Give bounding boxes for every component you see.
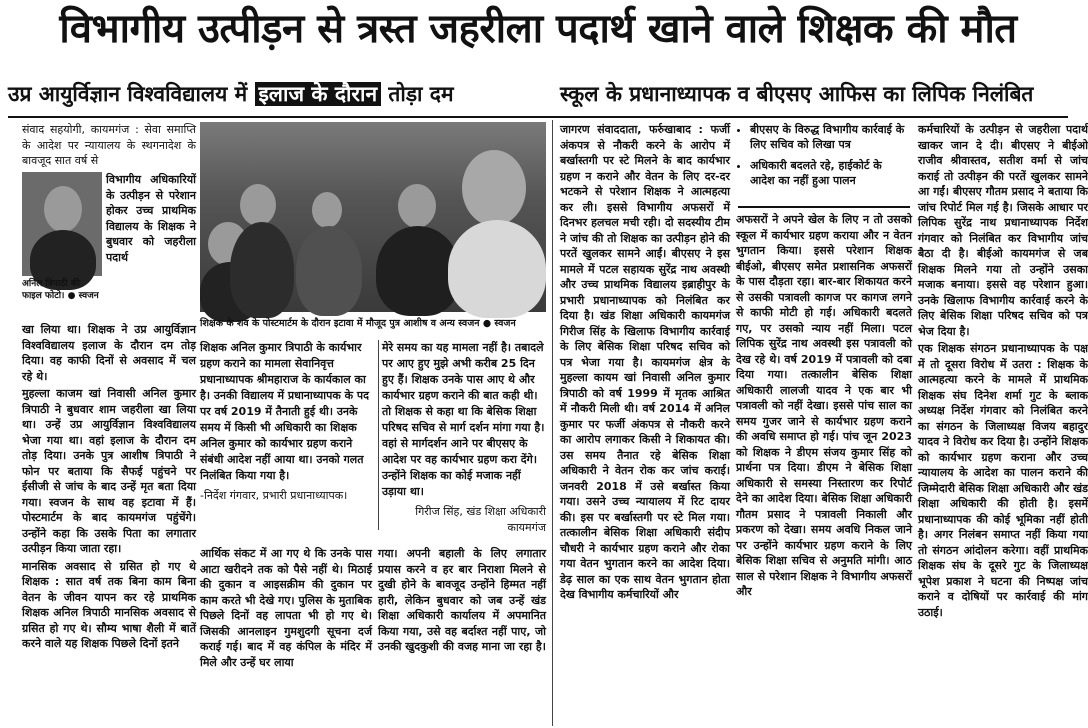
col2b <box>378 546 546 726</box>
col2b-text: गया। अपनी बहाली के लिए लगातार प्रयास करने व हर बार निराशा मिलने से दुखी होने के बावजूद उन्होंने हिम्मत नहीं हारी, लेकिन बुधवार को जब उन्हें खंड शिक्षा अधिकारी कार्यालय में अपमानित किया गया, उसे वह बर्दाश्त नहीं पाए, जो उनकी खुदकुशी की वजह माना जा रहा है। <box>378 547 546 653</box>
quote-right-text: मेरे समय का यह मामला नहीं है। तबादले पर आए हुए मुझे अभी करीब 25 दिन हुए हैं। शिक्षक उनके पास आए थे और कार्यभार ग्रहण कराने की बात कही थी। तो शिक्षक से कहा था कि बेसिक शिक्षा परिषद सचिव से मार्ग दर्शन मांगा गया है। वहां से मार्गदर्शन आने पर बीएसए के आदेश पर वह कार्यभार ग्रहण करा देंगे। उन्होंने शिक्षक का कोई मजाक नहीं उड़ाया था। <box>382 341 545 498</box>
col5 <box>918 122 1088 726</box>
col1-top <box>22 122 196 172</box>
box-rule <box>738 206 910 208</box>
quote-left-sign: -निर्देश गंगवार, प्रभारी प्रधानाध्यापक। <box>200 489 348 502</box>
col3 <box>560 122 730 726</box>
col5b-text: : शिक्षक के आत्महत्या करने के मामले में प्राथमिक शिक्षक संघ दिनेश शर्मा गुट के ब्लाक अध्यक्ष निर्देश गंगवार को निलंबित करने का संगठन के जिलाध्यक्ष विजय बहादुर यादव ने विरोध कर दिया है। उन्होंने शिक्षक को कार्यभार ग्रहण कराना और उच्च न्यायालय के आदेश का पालन कराने की जिम्मेदारी बेसिक शिक्षा अधिकारी और खंड शिक्षा अधिकारी की होती है। इसमें प्रधानाध्यापक की कोई भूमिका नहीं होती है। अगर निलंबन समाप्त नहीं किया गया तो संगठन आंदोलन करेगा। वहीं प्राथमिक शिक्षक संघ के दूसरे गुट के जिलाध्यक्ष भूपेश प्रकाश ने घटना की निष्पक्ष जांच कराने व दोषियों पर कार्रवाई की मांग उठाई। <box>918 357 1088 619</box>
col2a <box>200 546 372 726</box>
main-photo <box>200 122 546 312</box>
subheadline-left-pre: उप्र आयुर्विज्ञान विश्वविद्यालय में <box>8 82 248 106</box>
box-item-2: • अधिकारी बदलते रहे, हाईकोर्ट के आदेश का नहीं हुआ पालन <box>750 158 910 188</box>
col1-body1: खा लिया था। शिक्षक ने उप्र आयुर्विज्ञान विश्वविद्यालय इलाज के दौरान दम तोड़ दिया। वह काफी दिनों से अवसाद में चल रहे थे। <box>22 323 196 383</box>
col5-subhead: एक शिक्षक संगठन प्रधानाध्यापक के पक्ष में तो दूसरा विरोध में उतरा <box>918 342 1088 371</box>
portrait-caption: अनिल त्रिपाठी की फाइल फोटो। ● स्वजन <box>22 279 99 301</box>
subheadline-left-post: तोड़ा दम <box>388 82 454 106</box>
photo-woman1-body <box>230 222 294 318</box>
col3-text: जागरण संवाददाता, फर्रुखाबाद : फर्जी अंकपत्र से नौकरी करने के आरोप में बर्खास्तगी पर स्टे मिलने के बाद कार्यभार ग्रहण न कराने और वेतन के लिए दर-दर भटकने से परेशान शिक्षक ने आत्महत्या कर ली। इससे विभागीय अफसरों में दिनभर हलचल मची रही। दो सदस्यीय टीम ने जांच की तो शिक्षक का उत्पीड़न होने की परतें खुलकर सामने आईं। बीएसए ने इस मामले में पटल सहायक सुरेंद्र नाथ अवस्थी और उच्च प्राथमिक विद्यालय इब्राहीपुर के प्रभारी प्रधानाध्यापक को निलंबित कर दिया है। खंड शिक्षा अधिकारी कायमगंज गिरीज सिंह के खिलाफ विभागीय कार्रवाई के लिए बेसिक शिक्षा परिषद सचिव को पत्र भेजा गया है। कायमगंज क्षेत्र के मुहल्ला कायम खां निवासी अनिल कुमार त्रिपाठी को वर्ष 1999 में मृतक आश्रित में नौकरी मिली थी। वर्ष 2014 में अनिल कुमार पर फर्जी अंकपत्र से नौकरी करने का आरोप लगाकर किसी ने शिकायत की। उस समय तैनात रहे बेसिक शिक्षा अधिकारी ने वेतन रोक कर जांच कराई। जनवरी 2018 में उसे बर्खास्त किया गया। उसने उच्च न्यायालय में रिट दायर की। इस पर बर्खास्तगी पर स्टे मिल गया। तत्कालीन बेसिक शिक्षा अधिकारी संदीप चौधरी ने कार्यभार ग्रहण कराने और रोका गया वेतन भुगतान करने का आदेश दिया। डेढ़ साल का एक साथ वेतन भुगतान होता देख विभागीय कर्मचारियों और <box>560 123 730 601</box>
photo-man2-body <box>448 220 546 318</box>
col1-body <box>22 322 196 726</box>
quote-right-sign: गिरीज सिंह, खंड शिक्षा अधिकारी कायमगंज <box>415 505 546 534</box>
col1-body3: : सात वर्ष तक बिना काम बिना वेतन के जीवन यापन कर रहे प्राथमिक शिक्षक अनिल त्रिपाठी मानसिक अवसाद से ग्रसित हो गए थे। सौम्य भाषा शैली में बातें करने वाले यह शिक्षक पिछले दिनों इतने <box>22 575 197 650</box>
quote-left-text: शिक्षक अनिल कुमार त्रिपाठी के कार्यभार ग्रहण कराने का मामला सेवानिवृत्त प्रधानाध्यापक श्रीमहाराज के कार्यकाल का है। उनकी विद्यालय में प्रधानाध्यापक के पद पर वर्ष 2019 में तैनाती हुई थी। उनके समय में किसी भी अधिकारी का शिक्षक अनिल कुमार को कार्यभार ग्रहण कराने संबंधी आदेश नहीं आया था। उनको गलत निलंबित किया गया है। <box>200 341 370 482</box>
col1-beside <box>106 172 196 322</box>
divider <box>8 116 1068 118</box>
col1-beside-text: विभागीय अधिकारियों के उत्पीड़न से परेशान होकर उच्च प्राथमिक विद्यालय के शिक्षक ने बुधवार को जहरीला पदार्थ <box>106 173 196 264</box>
col1-subhead: मानसिक अवसाद से ग्रसित हो गए थे शिक्षक <box>22 559 196 588</box>
headline: विभागीय उत्पीड़न से त्रस्त जहरीला पदार्थ खाने वाले शिक्षक की मौत <box>59 6 1017 52</box>
col1-body2: मुहल्ला काजम खां निवासी अनिल कुमार त्रिपाठी ने बुधवार शाम जहरीला खा लिया था। उन्हें उप्र आयुर्विज्ञान विश्वविद्यालय भेजा गया था। वहां इलाज के दौरान दम तोड़ दिया। उनके पुत्र आशीष त्रिपाठी ने फोन पर बताया कि सैफई पहुंचने पर ईसीजी से जांच के बाद उन्हें मृत बता दिया गया। स्वजन के साथ वह इटावा में हैं। पोस्टमार्टम के बाद कायमगंज पहुंचेंगे। उन्होंने कहा कि उसके पिता का लगातार उत्पीड़न किया जाता रहा। <box>22 387 196 555</box>
box-item-1: • बीएसए के विरुद्ध विभागीय कार्रवाई के लिए सचिव को लिखा पत्र <box>750 122 910 152</box>
highlight-box <box>738 122 910 202</box>
col2a-text: आर्थिक संकट में आ गए थे कि उनके पास आटा खरीदने तक को पैसे नहीं थे। मिठाई की दुकान व आइसक्रीम की दुकान पर काम करते भी देखे गए। पुलिस के मुताबिक पिछले दिनों वह लापता भी हो गए थे। जिसकी आनलाइन गुमशुदगी सूचना दर्ज कराई गई। बाद में वह कंपिल के मंदिर में मिले और उन्हें घर लाया <box>200 547 372 669</box>
quote-right <box>382 340 546 535</box>
photo-caption: शिक्षक के शव के पोस्टमार्टम के दौरान इटावा में मौजूद पुत्र आशीष व अन्य स्वजन ● स्वजन <box>200 318 516 329</box>
photo-woman2-face <box>312 192 342 228</box>
subheadline-left <box>8 80 548 114</box>
photo-woman2-body <box>296 226 362 316</box>
quote-left <box>200 340 376 535</box>
col4-text: अफसरों ने अपने खेल के लिए न तो उसको स्कूल में कार्यभार ग्रहण कराया और न वेतन भुगतान किया। इससे परेशान शिक्षक बीईओ, बीएसए समेत प्रशासनिक अफसरों के पास दौड़ता रहा। बार-बार शिकायत करने से उसकी पत्रावली कागज पर कागज लगने से काफी मोटी हो गई। अधिकारी बदलते गए, पर उसको न्याय नहीं मिला। पटल लिपिक सुरेंद्र नाथ अवस्थी इस पत्रावली को देख रहे थे। वर्ष 2019 में पत्रावली को दबा दिया गया। तत्कालीन बेसिक शिक्षा अधिकारी लालजी यादव ने एक बार भी पत्रावली को नहीं देखा। इससे पांच साल का समय गुजर जाने से कार्यभार ग्रहण कराने की अवधि समाप्त हो गई। पांच जून 2023 को शिक्षक ने डीएम संजय कुमार सिंह को प्रार्थना पत्र दिया। डीएम ने बेसिक शिक्षा अधिकारी से समस्या निस्तारण कर रिपोर्ट देने का आदेश दिया। बेसिक शिक्षा अधिकारी गौतम प्रसाद ने पत्रावली निकाली और प्रकरण को देखा। समय अवधि निकल जाने पर उन्होंने कार्यभार ग्रहण कराने के लिए बेसिक शिक्षा सचिव से अनुमति मांगी। आठ साल से परेशान शिक्षक ने विभागीय अफसरों और <box>736 213 912 598</box>
photo-woman1-face <box>240 184 276 226</box>
portrait-photo <box>22 172 102 276</box>
quote-divider <box>378 340 379 530</box>
subheadline-right: स्कूल के प्रधानाध्यापक व बीएसए आफिस का लिपिक निलंबित <box>560 82 1034 106</box>
subheadline-left-highlight: इलाज के दौरान <box>255 82 382 106</box>
col4 <box>736 212 912 726</box>
col5a-text: कर्मचारियों के उत्पीड़न से जहरीला पदार्थ खाकर जान दे दी। बीएसए ने बीईओ राजीव श्रीवास्तव, सतीश वर्मा से जांच कराई तो उत्पीड़न की परतें खुलकर सामने आ गईं। बीएसए गौतम प्रसाद ने बताया कि जांच रिपोर्ट मिल गई है। जिसके आधार पर लिपिक सुरेंद्र नाथ प्रधानाध्यापक निर्देश गंगवार को निलंबित कर विभागीय जांच बैठा दी है। बीईओ कायमगंज से जब शिक्षक मिलने गया तो उन्होंने उसका मजाक बनाया। इससे वह परेशान हुआ। उनके खिलाफ विभागीय कार्रवाई करने के लिए बेसिक शिक्षा परिषद सचिव को पत्र भेज दिया है। <box>918 123 1088 338</box>
column-divider <box>552 120 553 726</box>
photo-man2-face <box>462 150 526 226</box>
portrait-face <box>44 186 82 232</box>
photo-man1-face <box>398 184 436 228</box>
col1-top-text: संवाद सहयोगी, कायमगंज : सेवा समाप्ति के आदेश पर न्यायालय के स्थगनादेश के बावजूद सात वर्ष से <box>22 123 196 167</box>
